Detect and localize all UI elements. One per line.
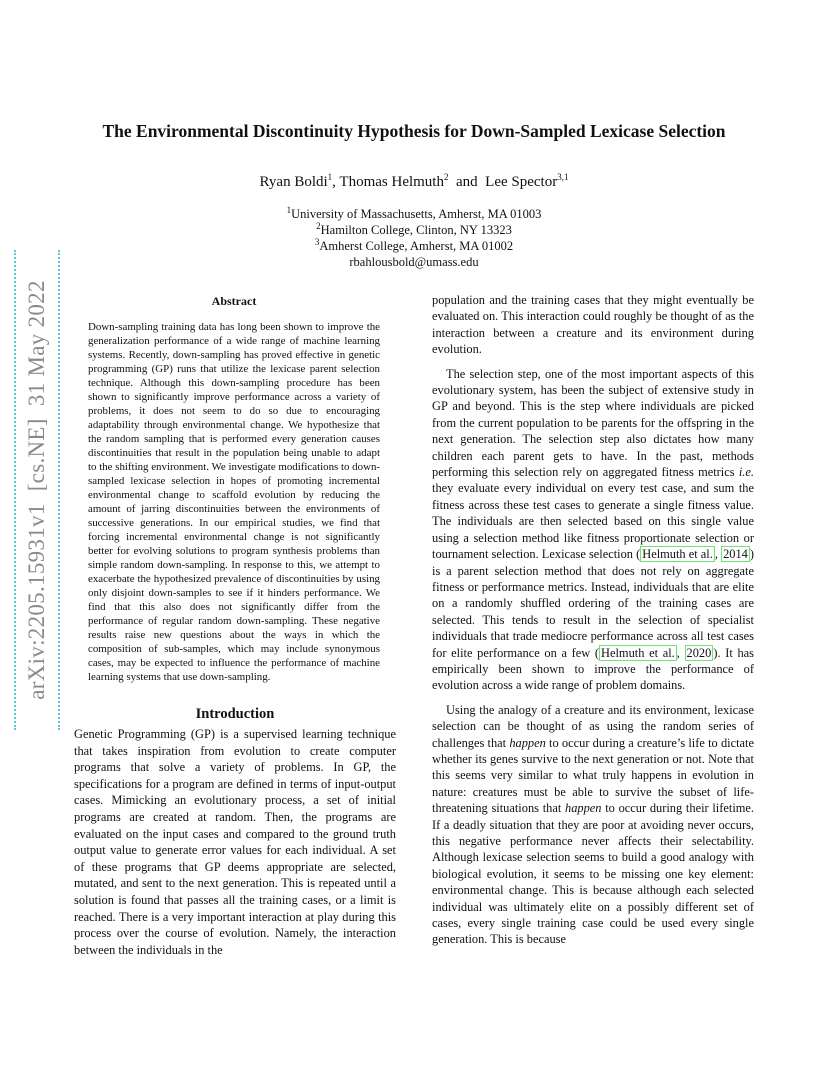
author-list — [90, 172, 738, 192]
text-run: ) is a parent selection method that does not rely on aggregate fitness or performance metrics. Instead, individuals that are elite on a randomly shuffled ordering of the training cases are selected. This tends to result in the selection of specialist individuals that trade mediocre performance across all test cases for elite performance on a few ( — [432, 547, 754, 660]
text-emphasis: happen — [565, 801, 602, 816]
author-affil-mark: 1 — [327, 172, 333, 182]
paragraph: The selection step, one of the most important aspects of this evolutionary system, has been the subject of extensive study in GP and beyond. This is the step where individuals are picked from the current population to be parents for the offspring in the next generation. The selection step also dictates how many children each parent gets to have. In the past, methods performing this selection rely on aggregated fitness metrics i.e. they evaluate every individual on every test case, and sum the fitness across these test cases to generate a single fitness value. The individuals are then selected based on this single value using a selection method like fitness proportionate selection or tournament selection. Lexicase selection ( Helmuth et al. , 2014 ) is a parent selection method that does not rely on aggregate fitness or performance metrics. Instead, individuals that are elite on a randomly shuffled ordering of the training cases are selected. This tends to result in the selection of specialist individuals that trade mediocre performance across all test cases for elite performance on a few ( Helmuth et al. , 2020 ). It has empirically been shown to improve the performance of evolution across a wide range of problem domains. — [432, 366, 754, 693]
text-run: Using the analogy of a creature and its environment, lexicase selection can be thought of as using the random series of challenges that — [432, 702, 754, 750]
abstract-body: Down-sampling training data has long been shown to improve the generalization performance of a wide range of machine learning systems. Recently, down-sampling has proved effective in genetic programming (GP) runs that utilize the lexicase parent selection technique. Although this down-sampling procedure has been shown to significantly improve performance across a variety of problems, it does not seem to do so due to encouraging adaptability through environmental change. We hypothesize that the random sampling that is performed every generation causes discontinuities that result in the population being unable to adapt to the shifting environment. We investigate modifications to down-sampled lexicase selection in hopes of promoting incremental environmental change to scaffold evolution by reducing the amount of jarring discontinuities between the environments of successive generations. In our empirical studies, we find that forcing incremental environmental change is not significantly better for evolving solutions to program synthesis problems than simple random down-sampling. In response to this, we attempt to exacerbate the hypothesized prevalence of discontinuities by using only disjoint down-samples to see if it hinders performance. We find that this also does not significantly differ from the performance of regular random down-sampling. These negative results raise new questions about the ways in which the composition of sub-samples, which may include synonymous cases, may be expected to influence the performance of machine learning systems that use down-sampling. — [88, 321, 381, 683]
arxiv-stamp-text: arXiv:2205.15931v1 [cs.NE] 31 May 2022 — [24, 280, 49, 700]
affil-mark: 1 — [286, 204, 292, 215]
arxiv-stamp[interactable] — [14, 250, 60, 730]
text-emphasis: happen — [509, 735, 546, 750]
citation-authors: Helmuth et al. — [601, 645, 675, 660]
citation-link[interactable] — [640, 546, 715, 562]
author-name: Ryan Boldi — [259, 174, 328, 190]
affiliation — [150, 222, 678, 238]
citation-year: 2020 — [686, 645, 712, 660]
affil-mark: 2 — [316, 220, 321, 231]
affiliation — [150, 238, 678, 254]
contact-email[interactable]: rbahlousbold@umass.edu — [349, 255, 479, 269]
text-run: they evaluate every individual on every test case, and sum the fitness across these test cases to generate a single fitness value. The individuals are then selected based on this single value using a selection method like fitness proportionate selection or tournament selection. Lexicase selection ( — [432, 481, 754, 562]
right-column — [432, 292, 754, 956]
abstract-heading: Abstract — [211, 294, 257, 308]
paragraph — [432, 702, 754, 948]
author-separator: , — [332, 174, 340, 190]
citation-link[interactable] — [599, 645, 677, 661]
affiliation — [150, 206, 678, 222]
text-run: ). It has empirically been shown to improve the performance of evolution across a wide range of problem domains. — [432, 645, 754, 693]
text-emphasis: i.e. — [738, 465, 754, 480]
author-separator: and — [448, 174, 486, 190]
affil-text: University of Massachusetts, Amherst, MA 01003 — [291, 207, 542, 221]
citation-link[interactable] — [685, 645, 714, 661]
paper-title: The Environmental Discontinuity Hypothesis for Down-Sampled Lexicase Selection — [102, 121, 726, 141]
affil-mark: 3 — [314, 236, 320, 247]
citation-authors: Helmuth et al. — [642, 547, 713, 562]
author-name: Thomas Helmuth — [339, 174, 444, 190]
introduction-heading: Introduction — [195, 706, 275, 722]
affil-text: Amherst College, Amherst, MA 01002 — [319, 239, 514, 253]
paragraph: population and the training cases that they might eventually be evaluated on. This interaction could roughly be thought of as the interaction between a creature and its environment during evolution. — [432, 293, 754, 357]
affiliation-list — [150, 206, 678, 270]
affil-text: Hamilton College, Clinton, NY 13323 — [320, 223, 512, 237]
text-run: to occur during their lifetime. If a deadly situation that they are poor at avoiding never occurs, this negative performance never affects their selectability. Although lexicase selection seems to build a good analogy with biological evolution, it seems to be missing one key element: environmental change. This is because although each selected individual was ultimately elite on a possibly different set of cases, every single training case could be used every single generation. This is because — [432, 801, 754, 947]
author-affil-mark: 2 — [443, 172, 449, 182]
citation-link[interactable] — [721, 546, 750, 562]
citation-year: 2014 — [723, 547, 748, 562]
introduction-body: Genetic Programming (GP) is a supervised learning technique that takes inspiration from evolution to create computer programs that solve a variety of problems. In GP, the specifications for a program are defined in terms of input-output cases. Mimicking an evolutionary process, a set of initial programs are created at random. Then, the programs are evaluated on the input cases and compared to the ground truth output value to generate error values for each individual. A set of these programs that GP deems appropriate are selected, mutated, and sent to the next generation. This is repeated until a solution is found that passes all the training cases, or a limit is reached. There is a very important interaction at play during this process over the course of evolution. Namely, the interaction between the individuals in the — [74, 727, 396, 957]
author-affil-mark: 3,1 — [557, 172, 569, 182]
text-run: to occur during a creature’s life to dictate whether its genes survive to the next generation or not. Note that this seems very similar to what truly happens in evolution in nature: creatures must be able to survive the subset of life-threatening situations that — [432, 735, 754, 816]
author-name: Lee Spector — [485, 174, 558, 190]
text-run: The selection step, one of the most important aspects of this evolutionary system, has been the subject of extensive study in GP and beyond. This is the step where individuals are picked from the current population to be parents for the offspring in the next generation. The selection step also dictates how many children each parent gets to have. In the past, methods performing this selection rely on aggregated fitness metrics — [432, 366, 754, 480]
